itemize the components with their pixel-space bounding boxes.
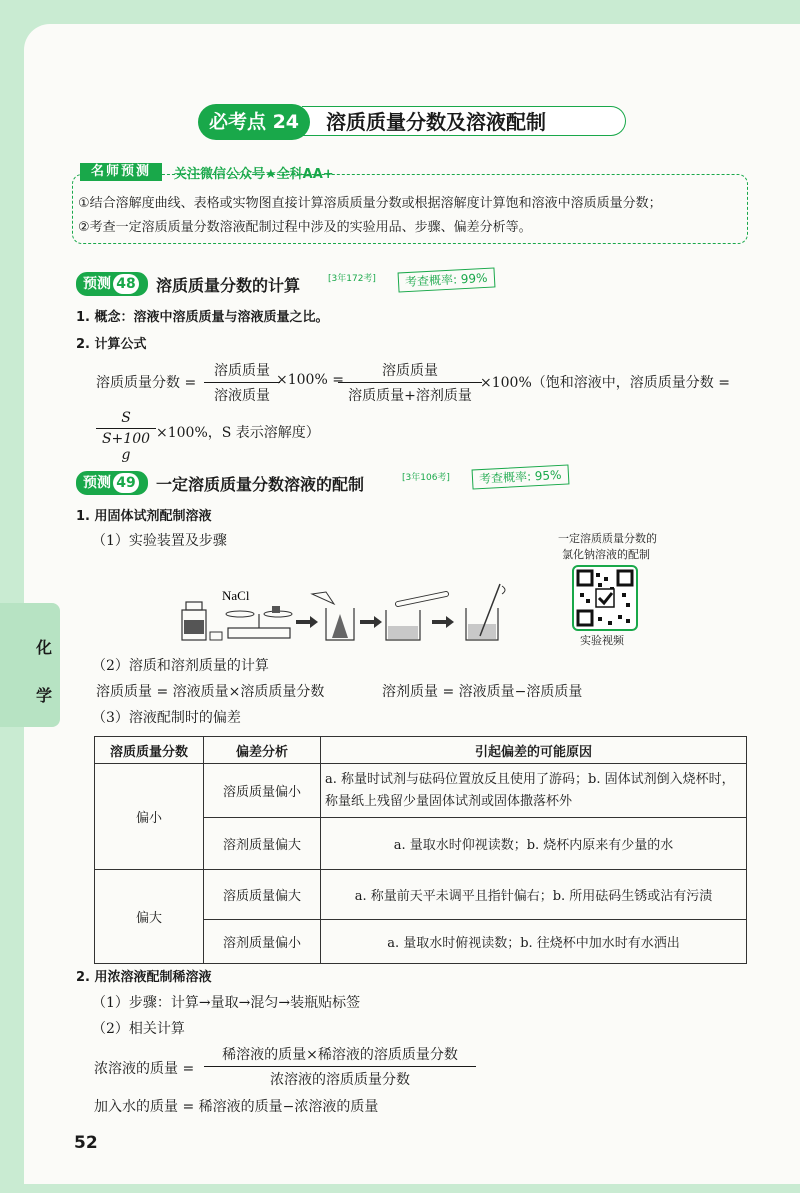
analysis-cell: 溶剂质量偏大 xyxy=(204,818,321,870)
formula-mid: ×100% = xyxy=(276,372,344,388)
analysis-cell: 溶质质量偏小 xyxy=(204,764,321,818)
subject-side-tab[interactable] xyxy=(0,603,60,727)
formula-fraction-2 xyxy=(338,360,482,405)
dilution-steps: （1）步骤：计算→量取→混匀→装瓶贴标签 xyxy=(92,995,361,1011)
deviation-table xyxy=(94,736,747,964)
table-header-analysis: 偏差分析 xyxy=(204,737,321,764)
formula-tail: ×100%（饱和溶液中，溶质质量分数 = xyxy=(480,375,730,391)
section-title-badge: 必考点 24 xyxy=(198,104,310,140)
section-title xyxy=(198,104,626,140)
qr-pattern-icon xyxy=(574,567,636,629)
group-label-small: 偏小 xyxy=(95,764,204,870)
side-tab-char-2: 学 xyxy=(35,686,52,705)
arrow-1-icon xyxy=(296,616,318,628)
solute-mass-formula: 溶质质量 = 溶液质量×溶质质量分数 xyxy=(96,684,325,700)
prediction-49-label: 预测 xyxy=(83,475,111,491)
prediction-48-badge xyxy=(76,272,148,296)
prediction-48-number: 48 xyxy=(113,274,139,294)
prediction-49-probability: 考查概率: 95% xyxy=(472,464,569,489)
formula-fraction-3 xyxy=(96,410,156,463)
prediction-48-label: 预测 xyxy=(83,276,111,292)
reason-cell: a. 量取水时仰视读数；b. 烧杯内原来有少量的水 xyxy=(321,818,747,870)
arrow-2-icon xyxy=(360,616,382,628)
analysis-cell: 溶质质量偏大 xyxy=(204,870,321,920)
concentrate-mass-lhs: 浓溶液的质量 = xyxy=(94,1061,195,1077)
balance-icon xyxy=(226,606,292,638)
prediction-49-number: 49 xyxy=(113,473,139,493)
nacl-label: NaCl xyxy=(222,588,250,603)
prediction-48-title: 溶质质量分数的计算 xyxy=(156,276,301,295)
table-row xyxy=(95,870,747,920)
qr-code-icon[interactable] xyxy=(572,565,638,631)
fraction-3-numerator: S xyxy=(96,410,156,429)
stirring-beaker-icon xyxy=(466,584,505,640)
qr-caption-bottom: 实验视频 xyxy=(580,634,624,647)
analysis-cell: 溶剂质量偏小 xyxy=(204,920,321,964)
reagent-bottle-icon xyxy=(182,602,222,640)
concentrate-fraction-denominator: 浓溶液的溶质质量分数 xyxy=(270,1072,410,1088)
related-calc-heading: （2）相关计算 xyxy=(92,1021,185,1037)
qr-caption-top-1: 一定溶质质量分数的 xyxy=(558,532,657,545)
prediction-49-ref: [3年106考] xyxy=(402,473,450,483)
prediction-48-probability: 考查概率: 99% xyxy=(398,267,495,292)
arrow-3-icon xyxy=(432,616,454,628)
prediction-49-title: 一定溶质质量分数溶液的配制 xyxy=(156,475,365,494)
fraction-1-numerator: 溶质质量 xyxy=(204,360,280,383)
prediction-49-badge xyxy=(76,471,148,495)
experiment-apparatus-illustration xyxy=(176,580,516,646)
concentrate-fraction-numerator: 稀溶液的质量×稀溶液的溶质质量分数 xyxy=(204,1044,476,1067)
fraction-1-denominator: 溶液质量 xyxy=(214,388,270,404)
formula-lhs: 溶质质量分数 = xyxy=(96,375,197,391)
follow-wechat-text: 关注微信公众号★全科AA+ xyxy=(174,167,334,182)
concept-line: 1. 概念：溶液中溶质质量与溶液质量之比。 xyxy=(76,310,329,325)
apparatus-steps-heading: （1）实验装置及步骤 xyxy=(92,533,227,549)
dilution-heading: 2. 用浓溶液配制稀溶液 xyxy=(76,970,212,985)
teacher-line-1: ①结合溶解度曲线、表格或实物图直接计算溶质质量分数或根据溶解度计算饱和溶液中溶质质量分数； xyxy=(78,196,662,211)
side-tab-char-1: 化 xyxy=(35,638,52,657)
qr-caption-top-2: 氯化钠溶液的配制 xyxy=(562,548,650,561)
solvent-mass-formula: 溶剂质量 = 溶液质量−溶质质量 xyxy=(382,684,583,700)
solid-reagent-heading: 1. 用固体试剂配制溶液 xyxy=(76,509,212,524)
formula-fraction-1 xyxy=(204,360,280,405)
reason-cell: a. 量取水时俯视读数；b. 往烧杯中加水时有水洒出 xyxy=(321,920,747,964)
pour-water-icon xyxy=(386,594,446,640)
prediction-48-ref: [3年172考] xyxy=(328,274,376,284)
beaker-solid-icon xyxy=(312,592,354,640)
formula-3-tail: ×100%，S 表示溶解度） xyxy=(156,425,320,441)
concentrate-mass-fraction xyxy=(204,1044,476,1089)
section-title-text: 溶质质量分数及溶液配制 xyxy=(302,106,626,136)
reason-cell: a. 称量时试剂与砝码位置放反且使用了游码；b. 固体试剂倒入烧杯时，称量纸上残留少量固体试剂或固体撒落杯外 xyxy=(321,764,747,818)
fraction-2-numerator: 溶质质量 xyxy=(338,360,482,383)
table-header-reason: 引起偏差的可能原因 xyxy=(321,737,747,764)
teacher-prediction-label: 名师预测 xyxy=(80,163,162,181)
mass-calc-heading: （2）溶质和溶剂质量的计算 xyxy=(92,658,269,674)
page-number: 52 xyxy=(74,1133,98,1153)
table-header-fraction: 溶质质量分数 xyxy=(95,737,204,764)
formula-heading: 2. 计算公式 xyxy=(76,337,147,352)
group-label-large: 偏大 xyxy=(95,870,204,964)
fraction-2-denominator: 溶质质量+溶剂质量 xyxy=(348,388,472,404)
table-row xyxy=(95,764,747,818)
teacher-line-2: ②考查一定溶质质量分数溶液配制过程中涉及的实验用品、步骤、偏差分析等。 xyxy=(78,220,532,235)
fraction-3-denominator: S+100 g xyxy=(101,431,151,463)
reason-cell: a. 称量前天平未调平且指针偏右；b. 所用砝码生锈或沾有污渍 xyxy=(321,870,747,920)
water-mass-formula: 加入水的质量 = 稀溶液的质量−浓溶液的质量 xyxy=(94,1099,379,1115)
deviation-heading: （3）溶液配制时的偏差 xyxy=(92,710,241,726)
